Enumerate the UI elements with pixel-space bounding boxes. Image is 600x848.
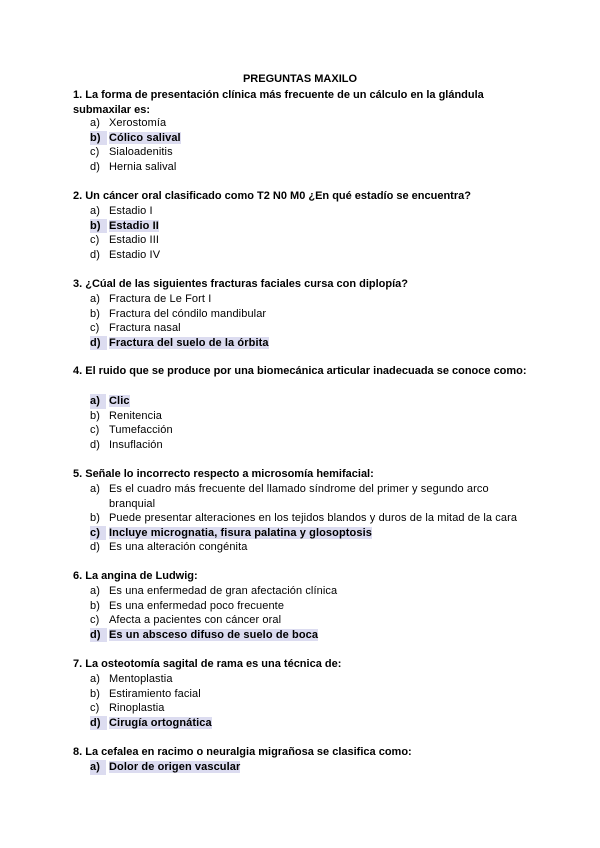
option-7c: c) Rinoplastia: [90, 702, 165, 714]
question-2: 2. Un cáncer oral clasificado como T2 N0 M0 ¿En qué estadío se encuentra?: [73, 190, 471, 202]
question-4: 4. El ruido que se produce por una biomecánica articular inadecuada se conoce como:: [73, 365, 527, 377]
question-1: 1. La forma de presentación clínica más frecuente de un cálculo en la glándula submaxilar es:: [73, 89, 484, 116]
page-title: PREGUNTAS MAXILO: [242, 73, 358, 85]
option-4d: d) Insuflación: [90, 438, 163, 451]
option-3a: a) Fractura de Le Fort I: [90, 293, 212, 305]
option-1c: c) Sialoadenitis: [90, 146, 173, 158]
question-7: 7. La osteotomía sagital de rama es una técnica de:: [73, 658, 342, 670]
option-4c: c) Tumefacción: [90, 424, 173, 436]
question-6: 6. La angina de Ludwig:: [73, 570, 198, 582]
option-2a: a) Estadio I: [90, 205, 153, 217]
option-4a-correct: a) Clic: [90, 395, 130, 407]
option-7a: a) Mentoplastia: [90, 673, 173, 685]
question-1-options: [90, 116, 530, 174]
option-8a-correct: a) Dolor de origen vascular: [90, 761, 241, 773]
option-2c: c) Estadio III: [90, 234, 160, 246]
question-5-options: [90, 482, 530, 555]
option-1b-correct: b) Cólico salival: [90, 131, 181, 144]
option-7d-correct: d) Cirugía ortognática: [90, 716, 212, 729]
question-8-options: [90, 760, 530, 775]
option-6c: c) Afecta a pacientes con cáncer oral: [90, 614, 282, 626]
option-3b: b) Fractura del cóndilo mandibular: [90, 307, 267, 320]
option-5b: b) Puede presentar alteraciones en los tejidos blandos y duros de la mitad de la cara: [90, 512, 518, 524]
option-4b: b) Renitencia: [90, 409, 162, 422]
option-5d: d) Es una alteración congénita: [90, 541, 248, 553]
question-4-options: [90, 394, 530, 452]
option-2b-correct: b) Estadio II: [90, 219, 159, 232]
option-6d-correct: d) Es un absceso difuso de suelo de boca: [90, 628, 319, 641]
option-3c: c) Fractura nasal: [90, 322, 181, 334]
question-6-options: [90, 584, 530, 642]
question-7-options: [90, 672, 530, 730]
question-2-options: [90, 204, 530, 262]
question-5: 5. Señale lo incorrecto respecto a microsomía hemifacial:: [73, 468, 374, 480]
option-3d-correct: d) Fractura del suelo de la órbita: [90, 336, 269, 349]
question-3: 3. ¿Cúal de las siguientes fracturas faciales cursa con diplopía?: [73, 278, 409, 290]
option-5a: a) Es el cuadro más frecuente del llamado síndrome del primer y segundo arco branquial: [90, 483, 489, 510]
option-1a: a) Xerostomía: [90, 117, 167, 129]
option-6a: a) Es una enfermedad de gran afectación clínica: [90, 585, 338, 597]
question-3-options: [90, 292, 530, 350]
option-1d: d) Hernia salival: [90, 160, 177, 173]
question-8: 8. La cefalea en racimo o neuralgia migrañosa se clasifica como:: [73, 746, 412, 758]
option-6b: b) Es una enfermedad poco frecuente: [90, 599, 285, 612]
option-2d: d) Estadio IV: [90, 248, 161, 261]
option-5c-correct: c) Incluye micrognatia, fisura palatina y glosoptosis: [90, 526, 372, 539]
option-7b: b) Estiramiento facial: [90, 687, 201, 700]
